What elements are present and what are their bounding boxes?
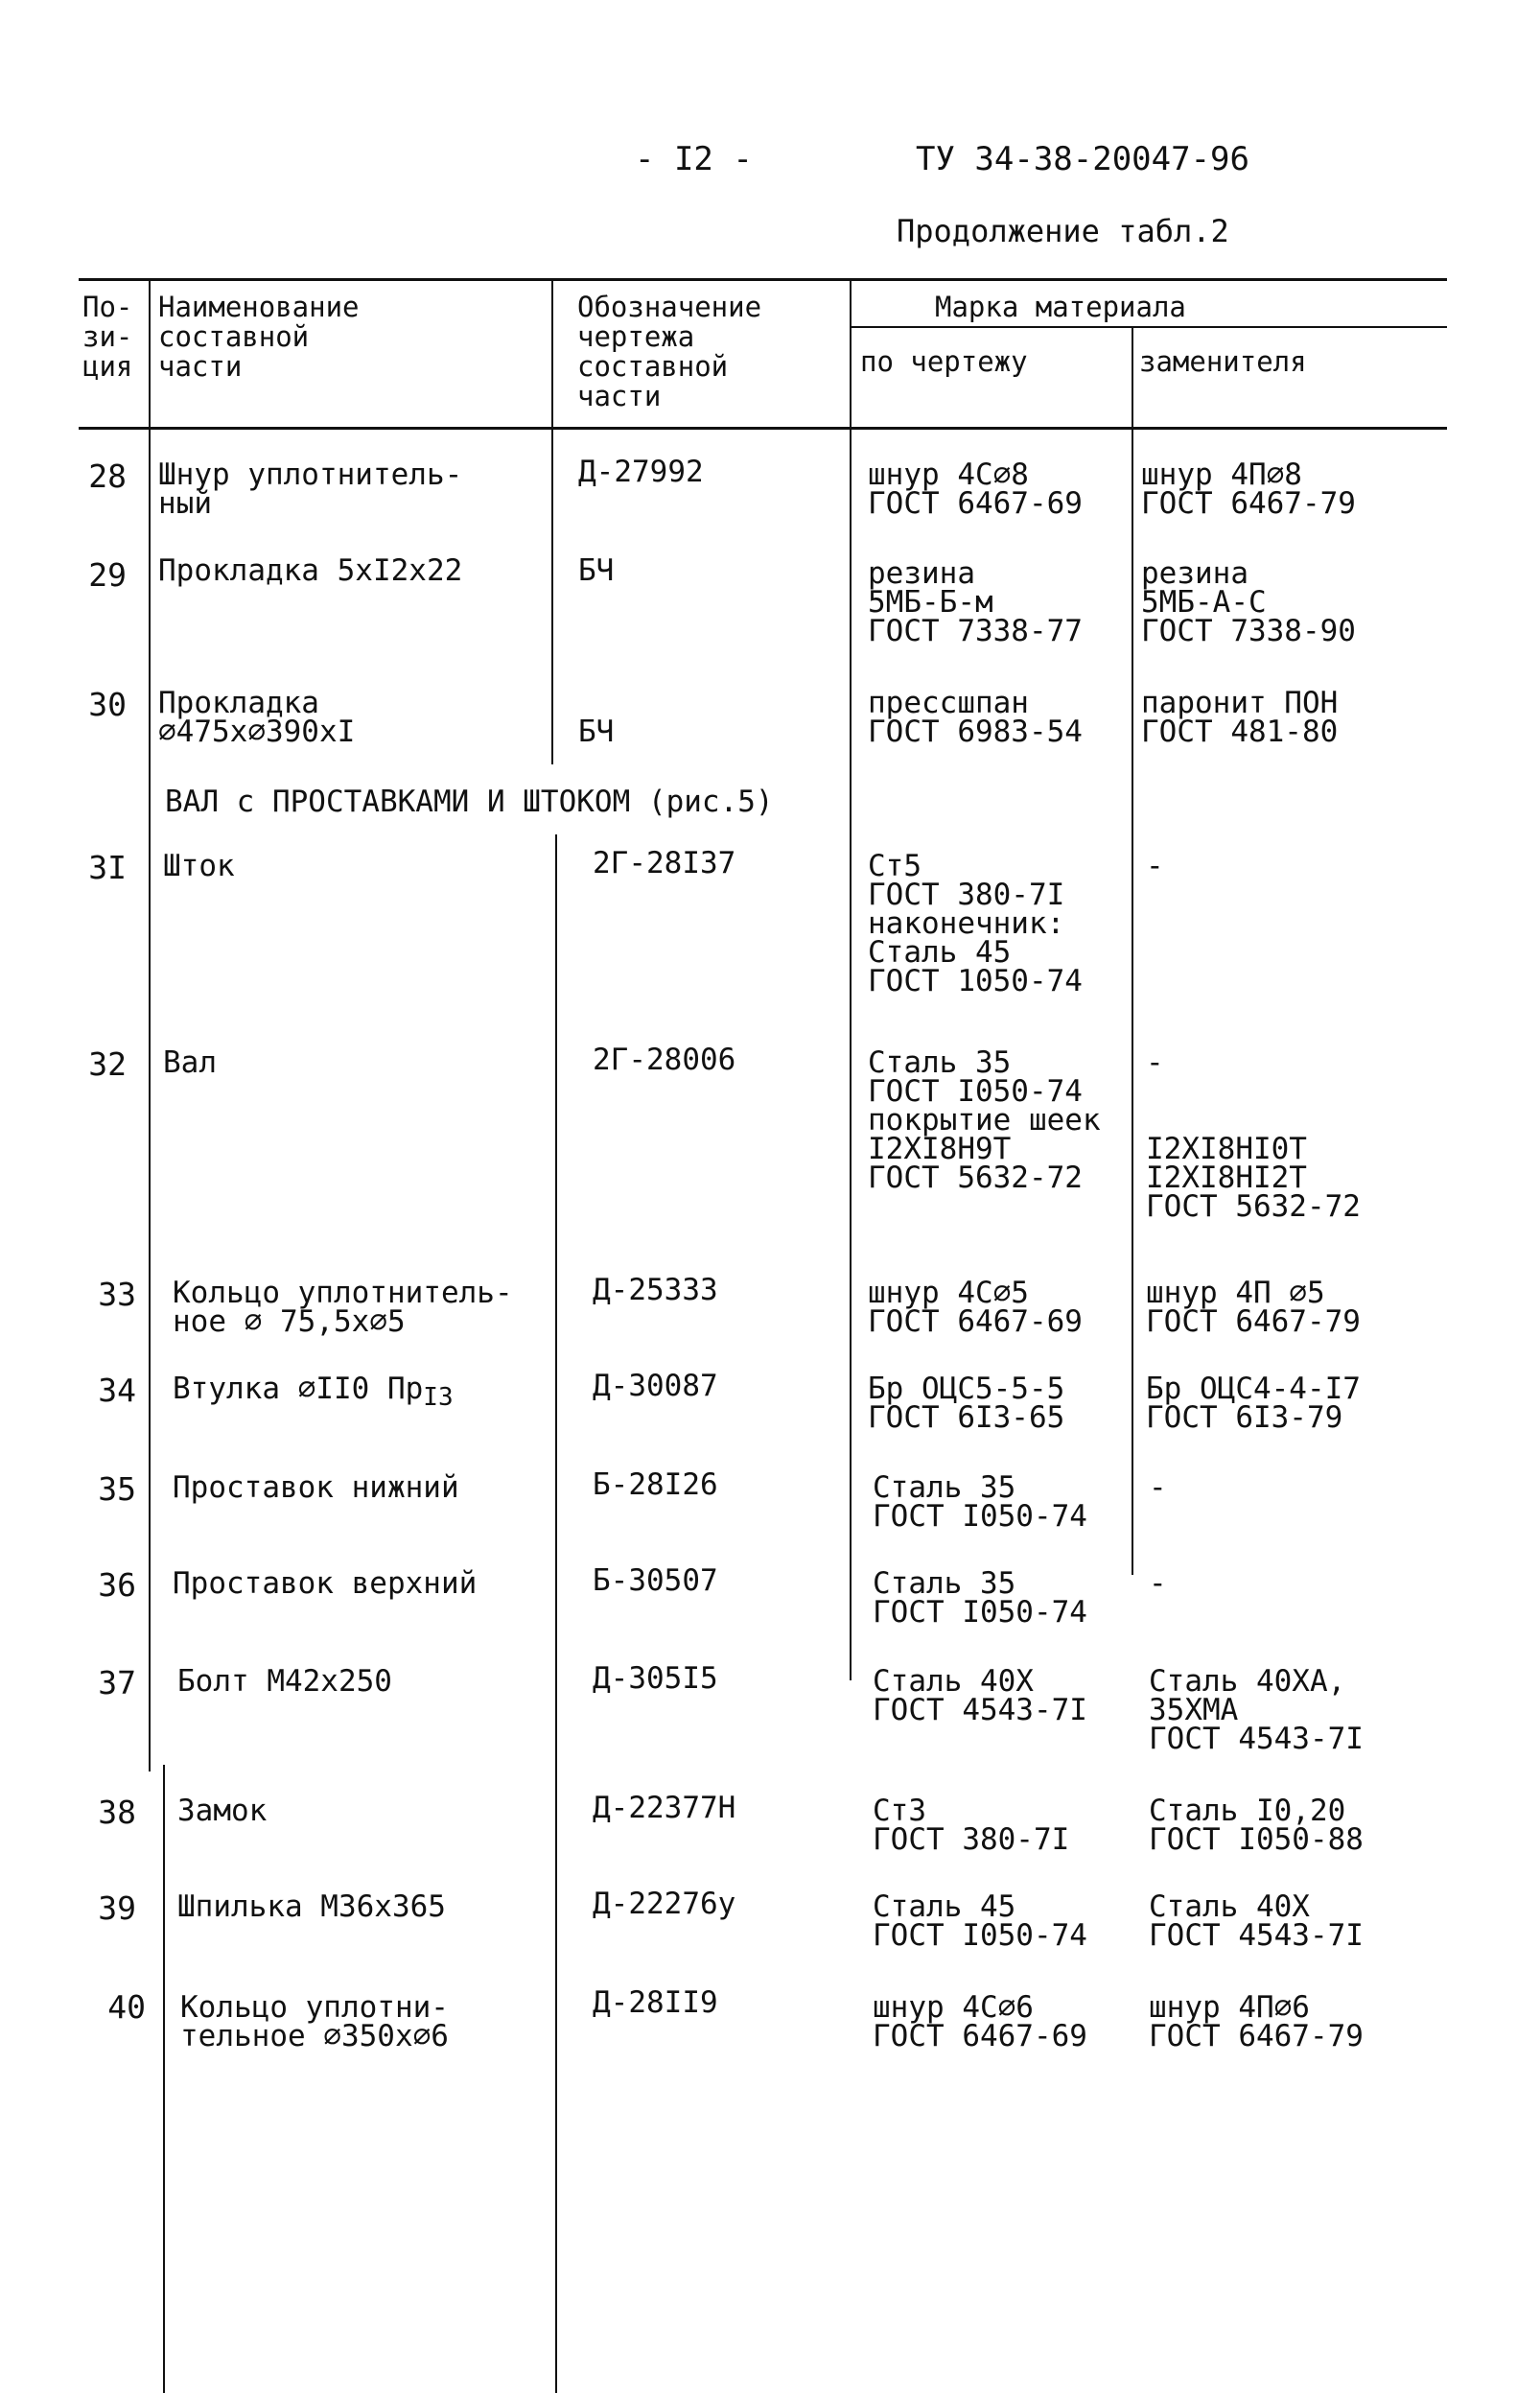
row-name	[173, 1374, 454, 1412]
header-material-drawing: по чертежу	[860, 345, 1028, 378]
header-name: Наименование составной части	[158, 291, 360, 383]
row-drawing: Д-28II9	[593, 1985, 718, 2020]
row-drawing: Д-22377Н	[593, 1791, 736, 1825]
row-name: Замок	[177, 1794, 268, 1828]
column-divider-1	[149, 280, 151, 1771]
header-material-substitute: заменителя	[1139, 345, 1307, 378]
row-drawing: Д-305I5	[593, 1661, 718, 1696]
row-substitute: резина 5МБ-А-С ГОСТ 7338-90	[1141, 556, 1356, 648]
row-material: Сталь 35 ГОСТ I050-74	[873, 1470, 1087, 1534]
row-name: Болт М42х250	[177, 1664, 392, 1699]
row-substitute: -	[1149, 1470, 1167, 1505]
row-material: шнур 4С⌀8 ГОСТ 6467-69	[868, 457, 1083, 521]
row-substitute: - I2XI8HI0T I2XI8HI2T ГОСТ 5632-72	[1146, 1045, 1361, 1224]
row-substitute: Бр ОЦС4-4-I7 ГОСТ 6I3-79	[1146, 1372, 1361, 1435]
row-material: шнур 4С⌀6 ГОСТ 6467-69	[873, 1990, 1087, 2053]
row-drawing: 2Г-28006	[593, 1043, 736, 1077]
row-substitute: Сталь 40ХА, 35ХМА ГОСТ 4543-7I	[1149, 1664, 1364, 1756]
row-position: 38	[98, 1794, 136, 1831]
row-name: Прокладка 5хI2х22	[158, 553, 463, 588]
row-position: 32	[88, 1045, 127, 1083]
page-number: - I2 -	[635, 140, 753, 178]
row-name: Кольцо уплотни- тельное ⌀350х⌀6	[180, 1990, 449, 2053]
row-substitute: шнур 4П⌀6 ГОСТ 6467-79	[1149, 1990, 1364, 2053]
row-position: 34	[98, 1372, 136, 1409]
row-substitute: Сталь 40Х ГОСТ 4543-7I	[1149, 1889, 1364, 1953]
row-substitute: шнур 4П ⌀5 ГОСТ 6467-79	[1146, 1276, 1361, 1339]
row-substitute: паронит ПОН ГОСТ 481-80	[1141, 686, 1339, 749]
row-material: Сталь 45 ГОСТ I050-74	[873, 1889, 1087, 1953]
row-position: 36	[98, 1566, 136, 1604]
row-drawing: Б-30507	[593, 1563, 718, 1598]
row-name-text: Втулка ⌀II0 Пр	[173, 1372, 424, 1406]
row-position: 40	[107, 1988, 146, 2026]
row-material: Сталь 35 ГОСТ I050-74 покрытие шеек I2XI8H9T ГОСТ 5632-72	[868, 1045, 1101, 1195]
row-substitute: Сталь I0,20 ГОСТ I050-88	[1149, 1794, 1364, 1857]
column-divider-3	[850, 280, 852, 1680]
row-material: прессшпан ГОСТ 6983-54	[868, 686, 1083, 749]
row-material: Ст3 ГОСТ 380-7I	[873, 1794, 1070, 1857]
column-divider-2-lower	[555, 834, 557, 2393]
header-position: По- зи- ция	[82, 291, 133, 383]
row-position: 30	[88, 686, 127, 723]
column-divider-1-lower	[163, 1765, 165, 2393]
row-substitute: -	[1149, 1566, 1167, 1601]
row-position: 35	[98, 1470, 136, 1508]
row-material: Ст5 ГОСТ 380-7I наконечник: Сталь 45 ГОСТ 1050-74	[868, 849, 1083, 998]
row-material: Сталь 35 ГОСТ I050-74	[873, 1566, 1087, 1630]
row-name: Кольцо уплотнитель- ное ⌀ 75,5х⌀5	[173, 1276, 513, 1339]
row-drawing: 2Г-28I37	[593, 846, 736, 880]
row-drawing: Д-25333	[593, 1273, 718, 1307]
row-name-subscript: I3	[423, 1383, 454, 1413]
row-position: 29	[88, 556, 127, 594]
row-position: 37	[98, 1664, 136, 1701]
row-drawing: БЧ	[578, 553, 615, 588]
row-drawing: Д-30087	[593, 1369, 718, 1403]
row-position: 33	[98, 1276, 136, 1313]
table-top-border	[79, 278, 1447, 281]
row-substitute: -	[1146, 849, 1164, 883]
row-material: шнур 4С⌀5 ГОСТ 6467-69	[868, 1276, 1083, 1339]
column-divider-4	[1132, 328, 1133, 1575]
row-substitute: шнур 4П⌀8 ГОСТ 6467-79	[1141, 457, 1356, 521]
row-name: Шток	[163, 849, 235, 883]
row-drawing: Б-28I26	[593, 1467, 718, 1502]
table-caption: Продолжение табл.2	[897, 213, 1229, 249]
row-material: Бр ОЦС5-5-5 ГОСТ 6I3-65	[868, 1372, 1065, 1435]
row-material: Сталь 40Х ГОСТ 4543-7I	[873, 1664, 1087, 1727]
row-position: 39	[98, 1889, 136, 1927]
header-material-group: Марка материала	[935, 291, 1186, 323]
material-subheader-divider	[851, 326, 1447, 328]
row-material: резина 5МБ-Б-м ГОСТ 7338-77	[868, 556, 1083, 648]
row-name: Проставок нижний	[173, 1470, 459, 1505]
row-name: Шпилька М36х365	[177, 1889, 446, 1924]
row-position: 28	[88, 457, 127, 495]
row-drawing: БЧ	[578, 715, 615, 749]
document-code: ТУ 34-38-20047-96	[916, 140, 1249, 178]
row-name: Вал	[163, 1045, 217, 1080]
header-drawing: Обозначение чертежа составной части	[577, 291, 762, 412]
header-bottom-border	[79, 427, 1447, 430]
row-name: Проставок верхний	[173, 1566, 478, 1601]
column-divider-2	[551, 280, 553, 764]
row-name: Шнур уплотнитель- ный	[158, 457, 463, 521]
row-drawing: Д-22276у	[593, 1887, 736, 1921]
row-drawing: Д-27992	[578, 455, 704, 489]
row-name: Прокладка ⌀475х⌀390хI	[158, 686, 356, 749]
section-title: ВАЛ с ПРОСТАВКАМИ И ШТОКОМ (рис.5)	[165, 785, 774, 819]
row-position: 3I	[88, 849, 127, 886]
